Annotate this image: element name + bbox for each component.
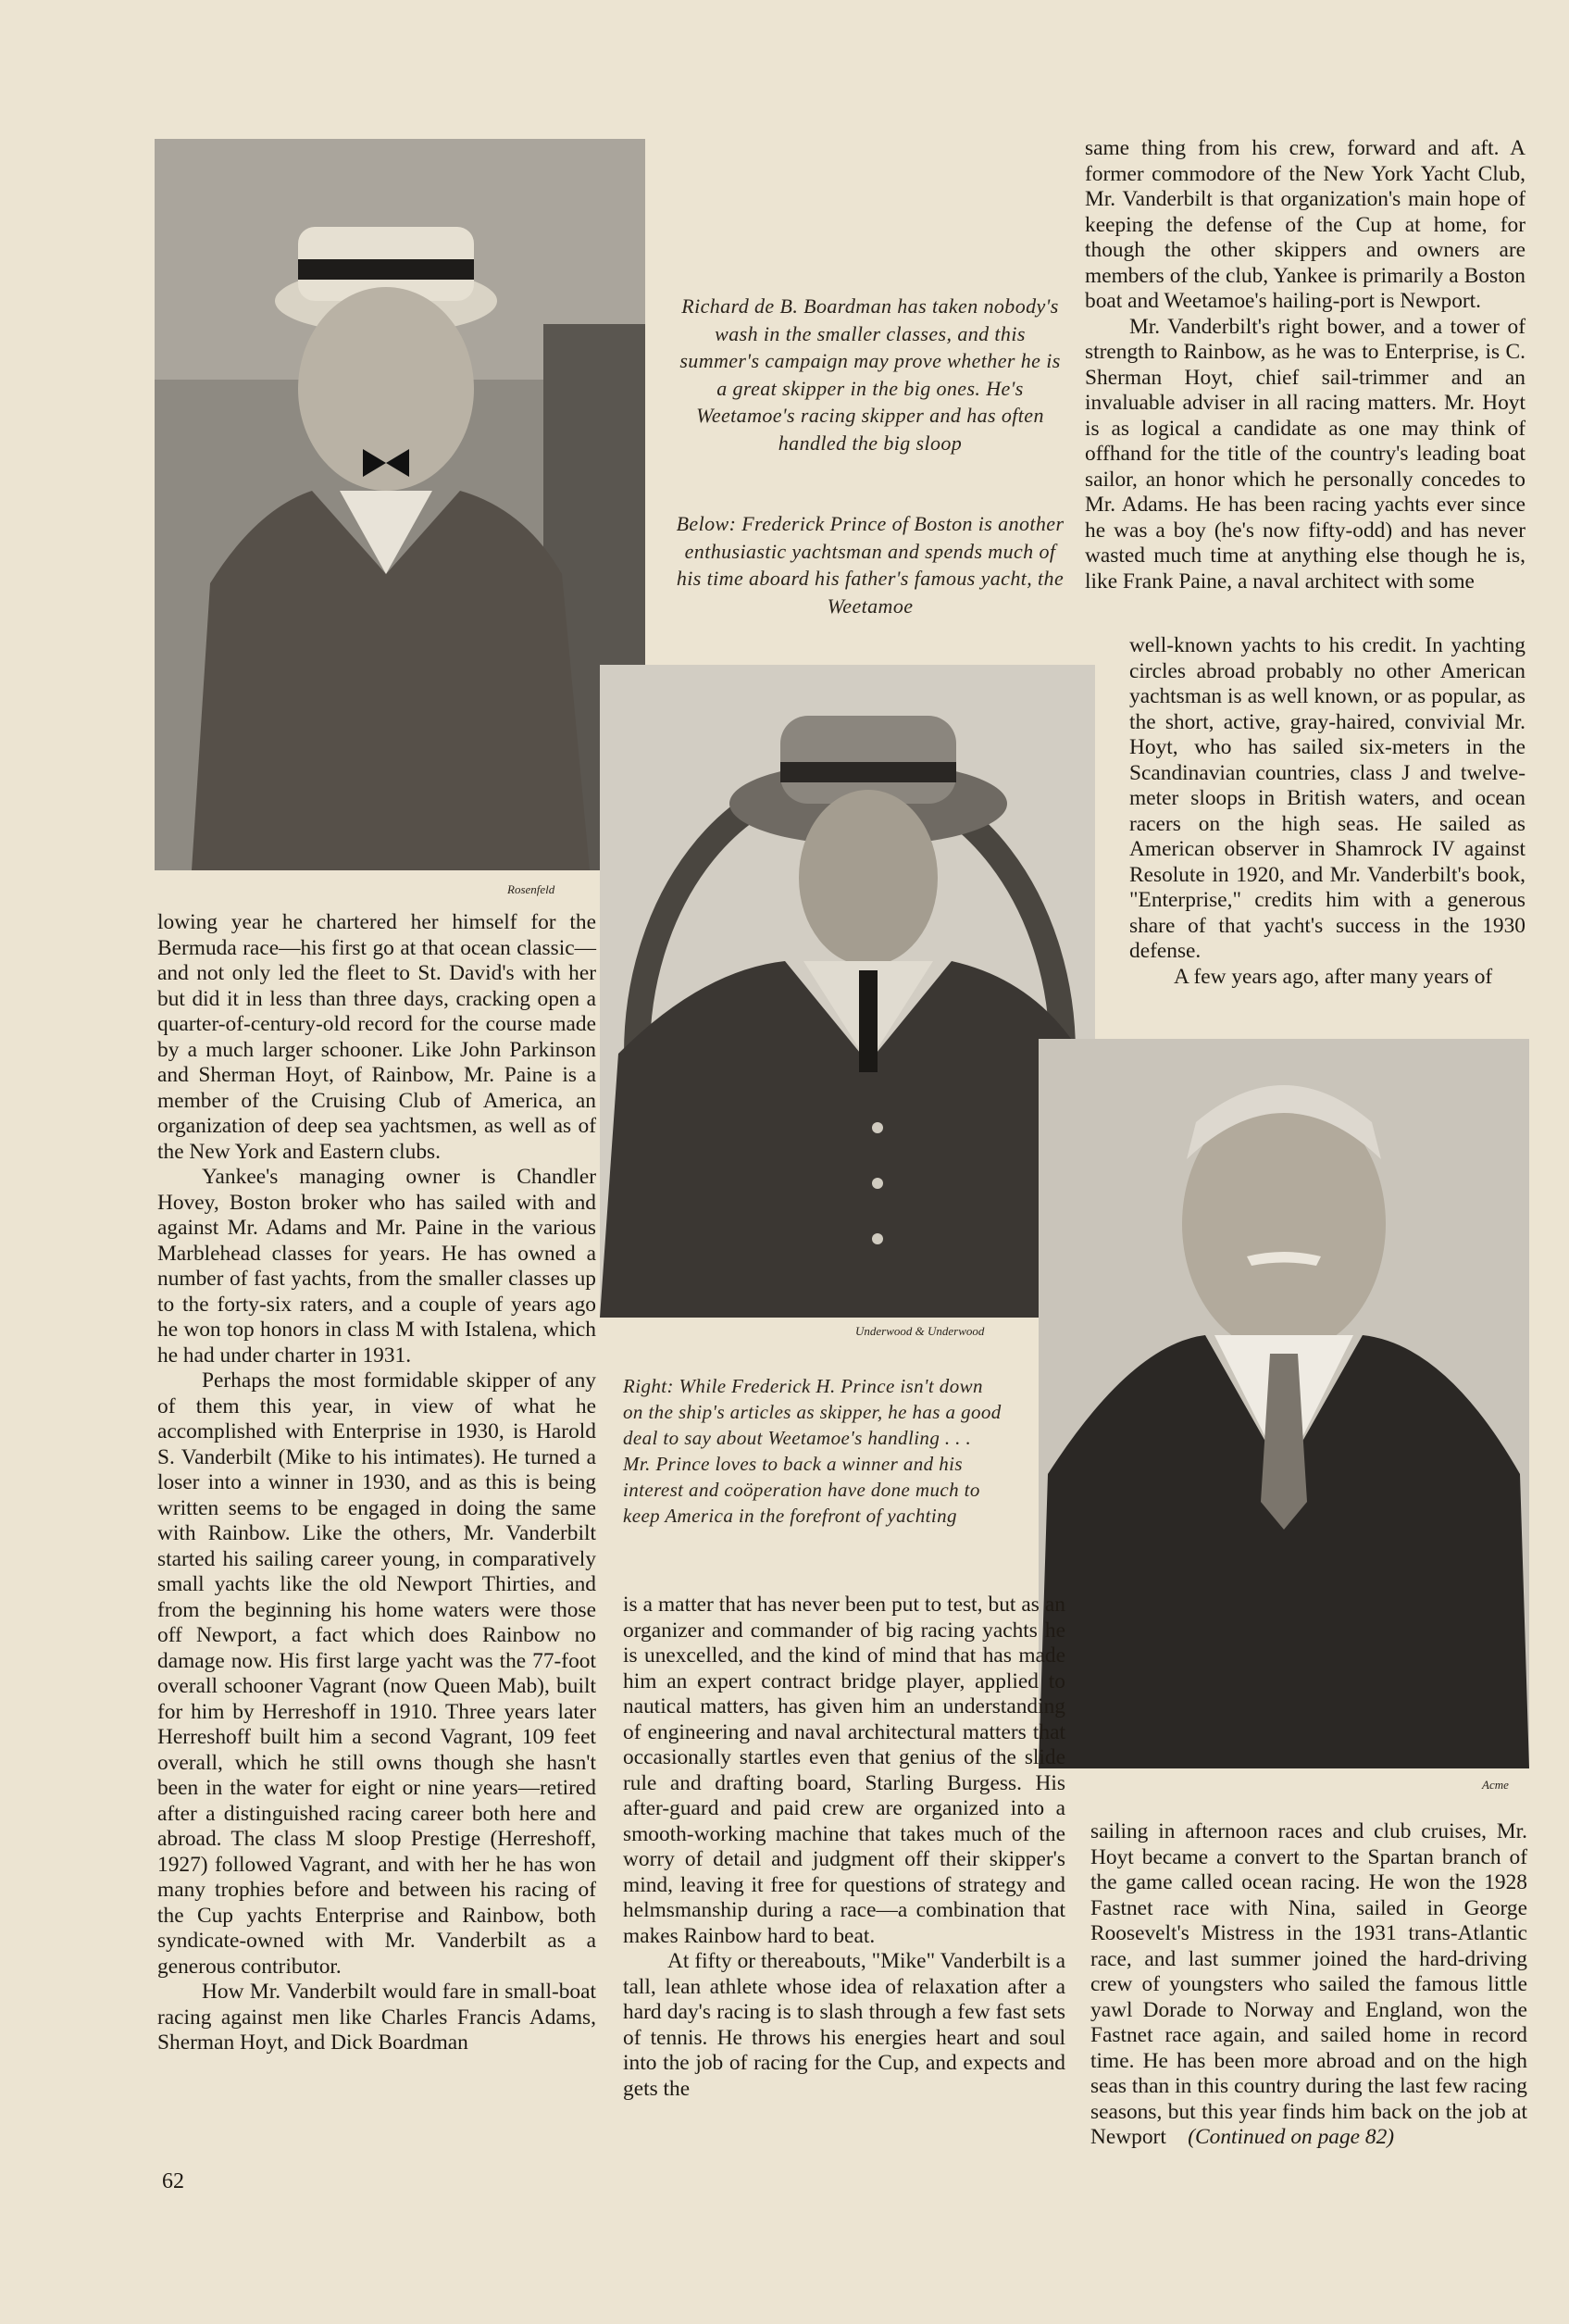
boardman-photo-credit: Rosenfeld: [507, 882, 555, 896]
portrait-fedora-icon: [600, 665, 1095, 1318]
paragraph: sailing in afternoon races and club cruises, Mr. Hoyt became a convert to the Spartan branch of the game called ocean racing. He won the 1928 Fastnet race with Nina, sailed in George Roosevelt's Mistress in the 1931 trans-Atlantic race, and last summer joined the hard-driving crew of youngsters who sailed the famous little yawl Dorade to Norway and England, won the Fastnet race again, and sailed home in record time. He has been more abroad and on the high seas than in this country during the last few racing seasons, but this year finds him back on the job at Newport (Continued on page 82): [1090, 1819, 1527, 2149]
prince-father-caption: Right: While Frederick H. Prince isn't down on the ship's articles as skipper, he has a good deal to say about Weetamoe's handling . . . Mr. Prince loves to back a winner and his interest and coöperation have done much to keep America in the forefront of yachting: [623, 1375, 1002, 1527]
prince-son-caption: Below: Frederick Prince of Boston is another enthusiastic yachtsman and spends much of his time aboard his father's famous yacht, the Weetamoe: [676, 512, 1065, 618]
paragraph: Perhaps the most formidable skipper of any of them this year, in view of what he accomplished with Enterprise in 1930, is Harold S. Vanderbilt (Mike to his intimates). He turned a loser into a winner in 1930, and as this is being written seems to be engaged in doing the same with Rainbow. Like the others, Mr. Vanderbilt started his sailing career young, in comparatively small yachts like the old Newport Thirties, and from the beginning his home waters were those off Newport, a fact which does Rainbow no damage now. His first large yacht was the 77-foot overall schooner Vagrant (now Queen Mab), built for him by Herreshoff in 1910. Three years later Herreshoff built him a second Vagrant, 109 feet overall, which he still owns though she hasn't been in the water for eight or nine years—retired after a distinguished racing career both here and abroad. The class M sloop Prestige (Herreshoff, 1927) followed Vagrant, and with her he has won many trophies before and between his racing of the Cup yachts Enterprise and Rainbow, both syndicate-owned with Mr. Vanderbilt as a generous contributor.: [157, 1368, 596, 1979]
paragraph: Yankee's managing owner is Chandler Hovey, Boston broker who has sailed with and against Mr. Adams and Mr. Paine in the various Marblehead classes for years. He has owned a number of fast yachts, from the smaller classes up to the forty-six raters, and a couple of years ago he won top honors in class M with Istalena, which he had under charter in 1931.: [157, 1165, 596, 1368]
boardman-photo: [155, 139, 645, 870]
body-column-middle: [623, 1593, 1065, 2102]
paragraph: At fifty or thereabouts, "Mike" Vanderbilt is a tall, lean athlete whose idea of relaxation after a hard day's racing is to slash through a few fast sets of tennis. He throws his energies heart and soul into the job of racing for the Cup, and expects and gets the: [623, 1949, 1065, 2101]
portrait-mustache-icon: [1039, 1039, 1529, 1768]
paragraph: A few years ago, after many years of: [1174, 964, 1493, 989]
paragraph: is a matter that has never been put to test, but as an organizer and commander of big racing yachts he is unexcelled, and the kind of mind that has made him an expert contract bridge player, applied to nautical matters, has given him an understanding of engineering and naval architectural matters that occasionally startles even that genius of the slide rule and drafting board, Starling Burgess. His after-guard and paid crew are organized into a smooth-working machine that takes much of the worry of detail and judgment off their skipper's mind, leaving it free for questions of strategy and helmsmanship during a race—a combination that makes Rainbow hard to beat.: [623, 1593, 1065, 1948]
portrait-boater-hat-icon: [155, 139, 645, 870]
prince-son-photo: [600, 665, 1095, 1318]
prince-father-photo-credit: Acme: [1482, 1778, 1509, 1792]
continued-note: (Continued on page 82): [1188, 2125, 1395, 2149]
paragraph: well-known yachts to his credit. In yachting circles abroad probably no other American yachtsman is as well known, or as popular, as the short, active, gray-haired, convivial Mr. Hoyt, who has sailed six-meters in the Scandinavian countries, class J and twelve-meter sloops in British waters, and ocean racers on the high seas. He sailed as American observer in Shamrock IV against Resolute in 1920, and Mr. Vanderbilt's book, "Enterprise," credits him with a generous share of that yacht's success in the 1930 defense.: [1129, 633, 1525, 963]
paragraph: Mr. Vanderbilt's right bower, and a tower of strength to Rainbow, as he was to Enterprise, is C. Sherman Hoyt, chief sail-trimmer and an invaluable adviser in all racing matters. Mr. Hoyt is as logical a candidate as one may think of offhand for the title of the country's leading boat sailor, an honor which he personally concedes to Mr. Adams. He has been racing yachts ever since he was a boy (he's now fifty-odd) and has never wasted much time at anything else though he is, like Frank Paine, a naval architect with some: [1085, 314, 1525, 593]
page-number: 62: [162, 2169, 184, 2193]
body-column-right-bottom: [1090, 1819, 1527, 2151]
body-column-right-indented: [1129, 633, 1525, 990]
paragraph: How Mr. Vanderbilt would fare in small-boat racing against men like Charles Francis Adams, Sherman Hoyt, and Dick Boardman: [157, 1980, 596, 2055]
paragraph: lowing year he chartered her himself for the Bermuda race—his first go at that ocean classic—and not only led the fleet to St. David's with her but did it in less than three days, cracking open a quarter-of-century-old record for the course made by a much larger schooner. Like John Parkinson and Sherman Hoyt, of Rainbow, Mr. Paine is a member of the Cruising Club of America, an organization of deep sea yachtsmen, as well as of the New York and Eastern clubs.: [157, 910, 596, 1164]
paragraph: same thing from his crew, forward and aft. A former commodore of the New York Yacht Club, Mr. Vanderbilt is that organization's main hope of keeping the defense of the Cup at home, for though the other skippers and owners are members of the club, Yankee is primarily a Boston boat and Weetamoe's hailing-port is Newport.: [1085, 136, 1525, 313]
prince-father-photo: [1039, 1039, 1529, 1768]
body-column-right-top: [1085, 136, 1525, 594]
boardman-caption: Richard de B. Boardman has taken nobody's wash in the smaller classes, and this summer's campaign may prove whether he is a great skipper in the big ones. He's Weetamoe's racing skipper and has often handled the big sloop: [679, 294, 1061, 455]
body-column-left: [157, 910, 596, 2056]
prince-son-photo-credit: Underwood & Underwood: [855, 1324, 985, 1338]
